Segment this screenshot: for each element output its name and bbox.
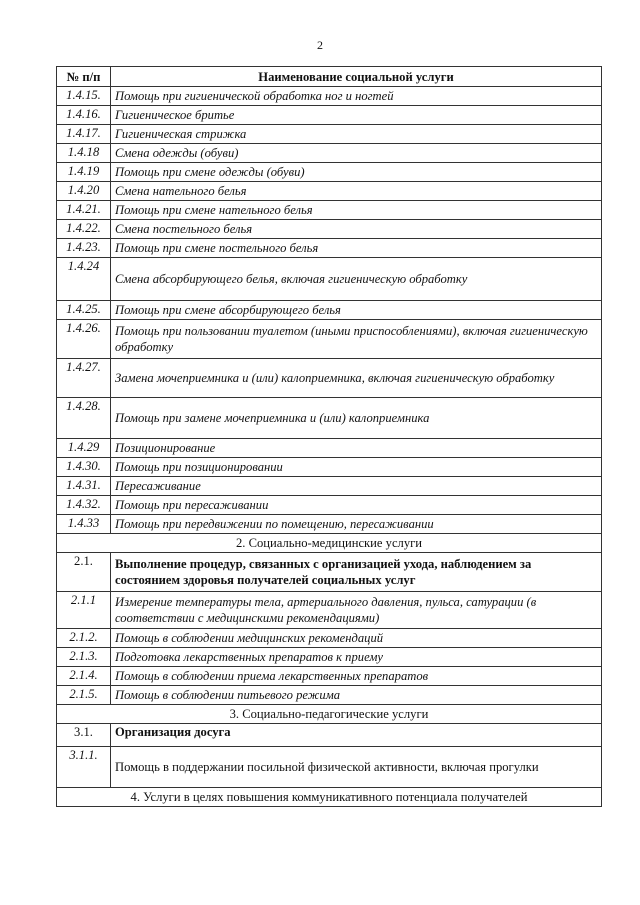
row-number: 3.1. bbox=[57, 724, 111, 747]
row-number: 1.4.31. bbox=[57, 477, 111, 496]
row-service-name: Помощь при передвижении по помещению, пересаживании bbox=[111, 515, 602, 534]
section-title: 2. Социально-медицинские услуги bbox=[57, 534, 602, 553]
row-service-name: Помощь в поддержании посильной физической активности, включая прогулки bbox=[111, 747, 602, 788]
table-row bbox=[57, 182, 602, 201]
row-service-name: Выполнение процедур, связанных с организацией ухода, наблюдением за состоянием здоровья получателей социальных услуг bbox=[111, 553, 602, 592]
row-service-name: Помощь в соблюдении питьевого режима bbox=[111, 686, 602, 705]
row-service-name: Позиционирование bbox=[111, 439, 602, 458]
row-number: 1.4.19 bbox=[57, 163, 111, 182]
section-title: 3. Социально-педагогические услуги bbox=[57, 705, 602, 724]
table-row bbox=[57, 258, 602, 301]
group-row bbox=[57, 724, 602, 747]
row-service-name: Помощь при смене одежды (обуви) bbox=[111, 163, 602, 182]
row-number: 1.4.32. bbox=[57, 496, 111, 515]
section-row bbox=[57, 534, 602, 553]
table-row bbox=[57, 125, 602, 144]
row-number: 1.4.24 bbox=[57, 258, 111, 301]
table-row bbox=[57, 220, 602, 239]
table-row bbox=[57, 496, 602, 515]
table-row bbox=[57, 747, 602, 788]
row-number: 1.4.21. bbox=[57, 201, 111, 220]
row-number: 2.1. bbox=[57, 553, 111, 592]
row-service-name: Помощь при смене нательного белья bbox=[111, 201, 602, 220]
row-service-name: Помощь в соблюдении медицинских рекомендаций bbox=[111, 629, 602, 648]
row-service-name: Пересаживание bbox=[111, 477, 602, 496]
row-service-name: Помощь в соблюдении приема лекарственных препаратов bbox=[111, 667, 602, 686]
row-number: 2.1.4. bbox=[57, 667, 111, 686]
table-row bbox=[57, 239, 602, 258]
section-row bbox=[57, 788, 602, 807]
table-row bbox=[57, 201, 602, 220]
row-service-name: Гигиеническое бритье bbox=[111, 106, 602, 125]
row-service-name: Гигиеническая стрижка bbox=[111, 125, 602, 144]
table-header-row bbox=[57, 67, 602, 87]
row-service-name: Помощь при пользовании туалетом (иными приспособлениями), включая гигиеническую обработку bbox=[111, 320, 602, 359]
table-row bbox=[57, 320, 602, 359]
row-number: 1.4.28. bbox=[57, 398, 111, 439]
row-number: 2.1.1 bbox=[57, 592, 111, 629]
row-service-name: Помощь при смене постельного белья bbox=[111, 239, 602, 258]
row-number: 1.4.25. bbox=[57, 301, 111, 320]
row-number: 1.4.18 bbox=[57, 144, 111, 163]
row-service-name: Помощь при гигиенической обработка ног и ногтей bbox=[111, 87, 602, 106]
row-number: 1.4.27. bbox=[57, 359, 111, 398]
row-number: 1.4.30. bbox=[57, 458, 111, 477]
row-number: 1.4.17. bbox=[57, 125, 111, 144]
row-number: 2.1.5. bbox=[57, 686, 111, 705]
row-service-name: Смена нательного белья bbox=[111, 182, 602, 201]
row-service-name: Смена абсорбирующего белья, включая гигиеническую обработку bbox=[111, 258, 602, 301]
row-number: 1.4.20 bbox=[57, 182, 111, 201]
section-row bbox=[57, 705, 602, 724]
row-service-name: Смена одежды (обуви) bbox=[111, 144, 602, 163]
table-row bbox=[57, 439, 602, 458]
header-number: № п/п bbox=[57, 67, 111, 87]
row-number: 1.4.26. bbox=[57, 320, 111, 359]
header-service-name: Наименование социальной услуги bbox=[111, 67, 602, 87]
row-number: 2.1.3. bbox=[57, 648, 111, 667]
row-number: 1.4.23. bbox=[57, 239, 111, 258]
services-table bbox=[56, 66, 602, 807]
row-service-name: Помощь при позиционировании bbox=[111, 458, 602, 477]
row-service-name: Измерение температуры тела, артериального давления, пульса, сатурации (в соответствии с медицинскими рекомендациями) bbox=[111, 592, 602, 629]
section-title: 4. Услуги в целях повышения коммуникативного потенциала получателей bbox=[57, 788, 602, 807]
table-row bbox=[57, 686, 602, 705]
row-number: 1.4.15. bbox=[57, 87, 111, 106]
row-number: 1.4.33 bbox=[57, 515, 111, 534]
table-row bbox=[57, 301, 602, 320]
table-row bbox=[57, 359, 602, 398]
row-number: 1.4.29 bbox=[57, 439, 111, 458]
table-row bbox=[57, 87, 602, 106]
table-row bbox=[57, 629, 602, 648]
table-row bbox=[57, 667, 602, 686]
table-row bbox=[57, 458, 602, 477]
table-row bbox=[57, 144, 602, 163]
row-number: 2.1.2. bbox=[57, 629, 111, 648]
table-row bbox=[57, 106, 602, 125]
table-row bbox=[57, 648, 602, 667]
page-number: 2 bbox=[317, 38, 323, 52]
row-service-name: Помощь при замене мочеприемника и (или) калоприемника bbox=[111, 398, 602, 439]
table-row bbox=[57, 592, 602, 629]
row-service-name: Смена постельного белья bbox=[111, 220, 602, 239]
table-row bbox=[57, 477, 602, 496]
row-service-name: Помощь при пересаживании bbox=[111, 496, 602, 515]
row-number: 1.4.16. bbox=[57, 106, 111, 125]
row-number: 1.4.22. bbox=[57, 220, 111, 239]
row-service-name: Помощь при смене абсорбирующего белья bbox=[111, 301, 602, 320]
row-service-name: Замена мочеприемника и (или) калоприемника, включая гигиеническую обработку bbox=[111, 359, 602, 398]
row-service-name: Подготовка лекарственных препаратов к приему bbox=[111, 648, 602, 667]
table-row bbox=[57, 515, 602, 534]
table-row bbox=[57, 398, 602, 439]
table-row bbox=[57, 163, 602, 182]
row-number: 3.1.1. bbox=[57, 747, 111, 788]
group-row bbox=[57, 553, 602, 592]
row-service-name: Организация досуга bbox=[111, 724, 602, 747]
